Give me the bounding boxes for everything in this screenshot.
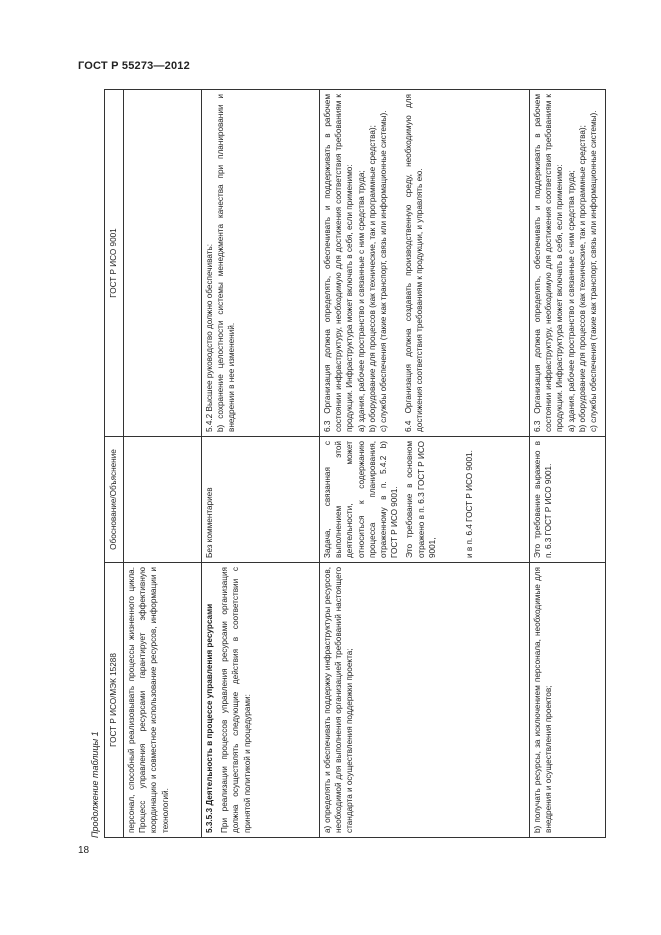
column-header-rationale: Обоснование/Объяснение bbox=[105, 437, 124, 563]
document-code: ГОСТ Р 55273—2012 bbox=[78, 60, 190, 72]
cell-text: Без комментариев bbox=[205, 487, 214, 558]
cell-iso15288 bbox=[320, 563, 530, 838]
table-row bbox=[530, 90, 606, 838]
column-header-iso15288: ГОСТ Р ИСО/МЭК 15288 bbox=[105, 563, 124, 838]
cell-text: b) сохранение целостности системы менеджмента качества при планировании и внедрении в нее изменений. bbox=[216, 94, 237, 432]
cell-text: b) получать ресурсы, за исключением персонала, необходимые для внедрения и осуществления проектов; bbox=[533, 567, 554, 833]
cell-text: Это требование выражено в п. 6.3 ГОСТ Р ИСО 9001. bbox=[533, 441, 554, 558]
cell-text: c) службы обеспечения (такие как транспорт, связь или информационные системы). bbox=[379, 110, 389, 432]
section-title: 5.3.5.3 Деятельность в процессе управления ресурсами bbox=[205, 603, 214, 833]
cell-text: Задача, связанная с выполнением этой деятельности, может относиться к содержанию процесса планирования, отраженному в п. 5.4.2 b) ГОСТ Р ИСО 9001. bbox=[323, 441, 400, 558]
comparison-table bbox=[104, 89, 606, 838]
cell-text: 5.4.2 Высшее руководство должно обеспечивать: bbox=[205, 243, 214, 432]
cell-text: При реализации процессов управления ресурсами организация должна осуществлять следующие действия в соответствии с принятой политикой и процедурами: bbox=[220, 567, 252, 833]
cell-iso15288 bbox=[202, 563, 320, 838]
column-header-iso9001: ГОСТ Р ИСО 9001 bbox=[105, 90, 124, 437]
cell-text: и в п. 6.4 ГОСТ Р ИСО 9001. bbox=[465, 450, 475, 558]
cell-iso9001 bbox=[530, 90, 606, 437]
rotated-table-area bbox=[90, 90, 610, 838]
cell-text: Это требование в основном отражено в п. 6.3 ГОСТ Р ИСО 9001, bbox=[405, 441, 437, 558]
page-number: 18 bbox=[78, 845, 90, 856]
cell-iso9001 bbox=[320, 90, 530, 437]
cell-iso9001 bbox=[202, 90, 320, 437]
cell-text: 6.3 Организация должна определять, обеспечивать и поддерживать в рабочем состоянии инфраструктуру, необходимую для достижения соответствия требованиям к продукции. Инфраструктура может включать в себя, если применимо: bbox=[533, 94, 565, 432]
cell-text: 6.3 Организация должна определять, обеспечивать и поддерживать в рабочем состоянии инфраструктуру, необходимую для достижения соответствия требованиям к продукции. Инфраструктура может включать в себя, если применимо: bbox=[323, 94, 355, 432]
cell-text: a) здания, рабочее пространство и связанные с ним средства труда; bbox=[566, 170, 576, 432]
cell-rationale bbox=[202, 437, 320, 563]
cell-iso15288 bbox=[530, 563, 606, 838]
table-row bbox=[124, 90, 202, 838]
cell-text: b) оборудование для процессов (как технические, так и программные средства); bbox=[577, 125, 587, 432]
cell-rationale bbox=[320, 437, 530, 563]
table-header-row bbox=[105, 90, 124, 838]
cell-text: персонал, способный реализовывать процессы жизненного цикла. Процесс управления ресурсами гарантирует эффективную координацию и совместное использование ресурсов, информации и технологий. bbox=[127, 567, 170, 833]
table-row bbox=[202, 90, 320, 838]
cell-text: c) службы обеспечения (такие как транспорт, связь или информационные системы). bbox=[589, 110, 599, 432]
cell-text: a) определять и обеспечивать поддержку инфраструктуры ресурсов, необходимой для выполнения организацией требований настоящего стандарта и осуществления поддержки проекта; bbox=[323, 567, 355, 833]
table-row bbox=[320, 90, 530, 838]
cell-iso15288 bbox=[124, 563, 202, 838]
cell-text: b) оборудование для процессов (как технические, так и программные средства); bbox=[367, 125, 377, 432]
table-continuation-caption: Продолжение таблицы 1 bbox=[90, 731, 100, 838]
cell-iso9001 bbox=[124, 90, 202, 437]
cell-rationale bbox=[124, 437, 202, 563]
cell-text: a) здания, рабочее пространство и связанные с ним средства труда; bbox=[356, 170, 366, 432]
cell-text: 6.4 Организация должна создавать производственную среду, необходимую для достижения соответствия требованиям к продукции, и управлять ею. bbox=[404, 94, 425, 432]
cell-rationale bbox=[530, 437, 606, 563]
